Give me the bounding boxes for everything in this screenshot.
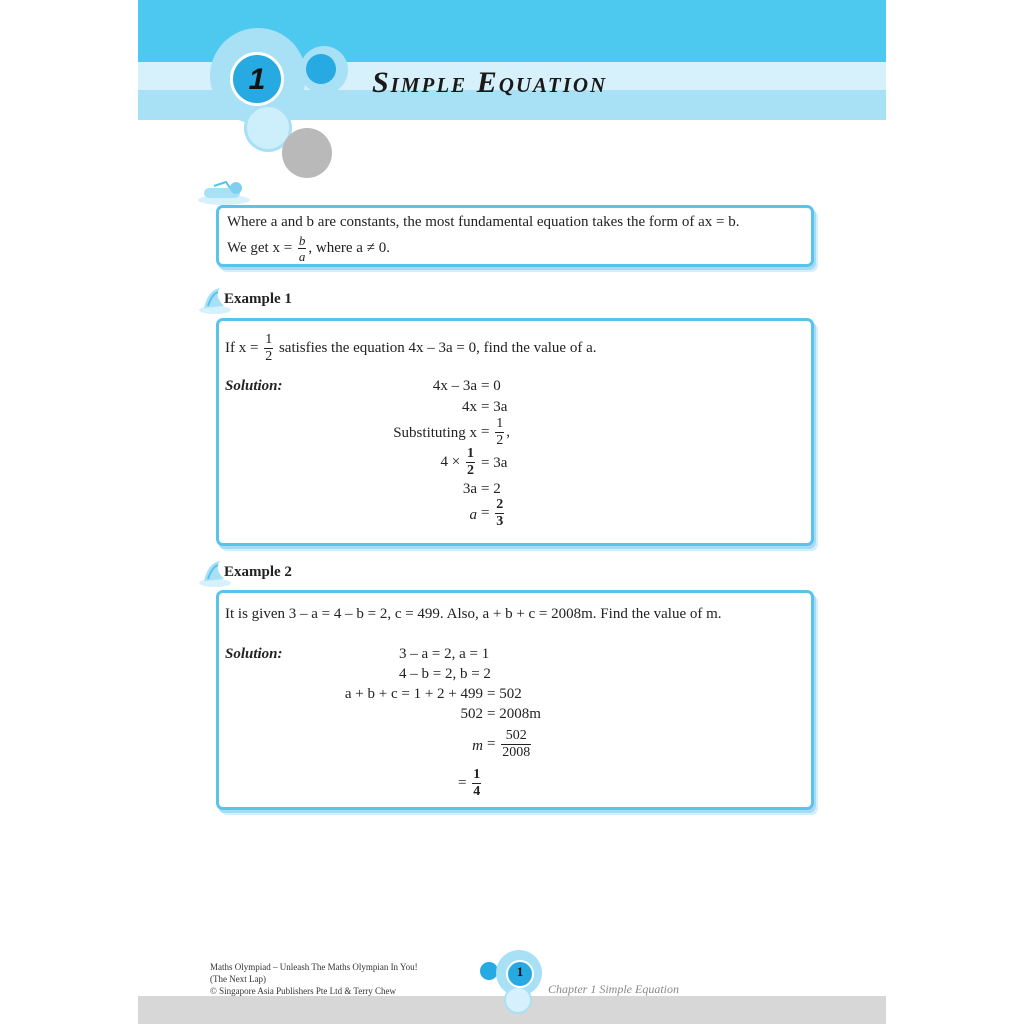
ex2-step6-den: 4 (473, 784, 481, 799)
ex2-step3-left: a + b + c = 1 + 2 + 499 (344, 686, 483, 702)
intro-line-2 (227, 234, 390, 263)
footer-chapter-label: Chapter 1 Simple Equation (548, 982, 679, 996)
example-2-question: It is given 3 – a = 4 – b = 2, c = 499. Also, a + b + c = 2008m. Find the value of m. (225, 606, 722, 622)
ex2-step6 (458, 768, 483, 799)
ex2-step5-right (487, 729, 533, 760)
ex1-step6-den: 3 (496, 514, 504, 529)
footer-copyright: © Singapore Asia Publishers Pte Ltd & Terry Chew (210, 986, 397, 996)
ex2-step4-right: = 2008m (487, 706, 541, 722)
ex1-step4-pre: 4 × (440, 453, 461, 470)
header-circle-dot (306, 54, 336, 84)
header-circle-grey (282, 128, 332, 178)
intro-fraction (298, 234, 307, 263)
ex2-step5-fraction (501, 729, 531, 760)
ex1-step1-right: = 0 (481, 378, 501, 394)
footer-book-title: Maths Olympiad – Unleash The Maths Olympian In You! (210, 962, 418, 972)
ex2-step6-eq: = (458, 774, 467, 791)
ex1-step5-left: 3a (462, 481, 477, 497)
ex1-step3-tail: , (506, 423, 510, 440)
ex1-step3-num: 1 (496, 416, 504, 431)
page (138, 0, 886, 1024)
ex1-step6-fraction (495, 498, 504, 529)
ex2-step6-fraction (472, 768, 481, 799)
chapter-title: Simple Equation (372, 66, 608, 99)
example-1-question-den: 2 (265, 349, 273, 364)
ex2-step2: 4 – b = 2, b = 2 (399, 666, 491, 682)
ex1-step4-den: 2 (467, 463, 474, 478)
intro-box (216, 205, 814, 267)
example-2-title: Example 2 (224, 564, 292, 580)
ex1-step6-num: 2 (496, 497, 504, 512)
scroll-icon (196, 180, 252, 206)
ex2-step3-right: = 502 (487, 686, 522, 702)
ex2-step6-num: 1 (473, 767, 481, 782)
ex2-step5-num: 502 (501, 729, 531, 745)
ex1-step6-right (481, 498, 506, 529)
example-1-question-pre: If x = (225, 339, 259, 356)
ex1-step3-right (481, 417, 510, 448)
example-1-question-post: satisfies the equation 4x – 3a = 0, find the value of a. (278, 339, 597, 356)
ex1-step3-den: 2 (496, 433, 504, 448)
ex1-step4-right: = 3a (481, 455, 508, 471)
example-2-box (216, 590, 814, 810)
chapter-number: 1 (248, 63, 266, 96)
ex2-step5-den: 2008 (502, 745, 531, 760)
example-1-question-num: 1 (265, 332, 273, 347)
ex1-step6-left: a (469, 507, 477, 523)
ex2-step4-left: 502 (460, 706, 483, 722)
intro-fraction-den: a (298, 249, 306, 264)
page-number: 1 (516, 964, 524, 979)
intro-line-2-pre: We get x = (227, 239, 293, 256)
ex1-step4-fraction (466, 447, 475, 478)
example-1-question (225, 333, 597, 364)
example-1-box (216, 318, 814, 546)
example-1-title: Example 1 (224, 291, 292, 307)
ex1-step4-left (441, 447, 477, 478)
ex1-step2-right: = 3a (481, 399, 508, 415)
ex2-step5-left: m (472, 738, 483, 754)
intro-line-1: Where a and b are constants, the most fundamental equation takes the form of ax = b. (227, 214, 740, 230)
ex1-step3-left: Substituting x (393, 425, 477, 441)
intro-fraction-num: b (298, 233, 306, 248)
ex1-step3-eq: = (481, 423, 490, 440)
ex2-step1: 3 – a = 2, a = 1 (399, 646, 490, 662)
footer-circle-bubble (504, 986, 532, 1014)
example-1-question-fraction (264, 333, 273, 364)
footer-subtitle: (The Next Lap) (210, 974, 266, 984)
ex1-step6-eq: = (481, 504, 490, 521)
ex1-step3-fraction (495, 417, 504, 448)
intro-line-2-post: , where a ≠ 0. (308, 239, 390, 256)
ex1-step1-left: 4x – 3a (432, 378, 477, 394)
ex1-step5-right: = 2 (481, 481, 501, 497)
ex2-step5-eq: = (487, 735, 496, 752)
ex1-step2-left: 4x (462, 399, 477, 415)
example-1-solution-label: Solution: (225, 378, 283, 394)
example-2-solution-label: Solution: (225, 646, 283, 662)
ex1-step4-num: 1 (467, 446, 474, 461)
